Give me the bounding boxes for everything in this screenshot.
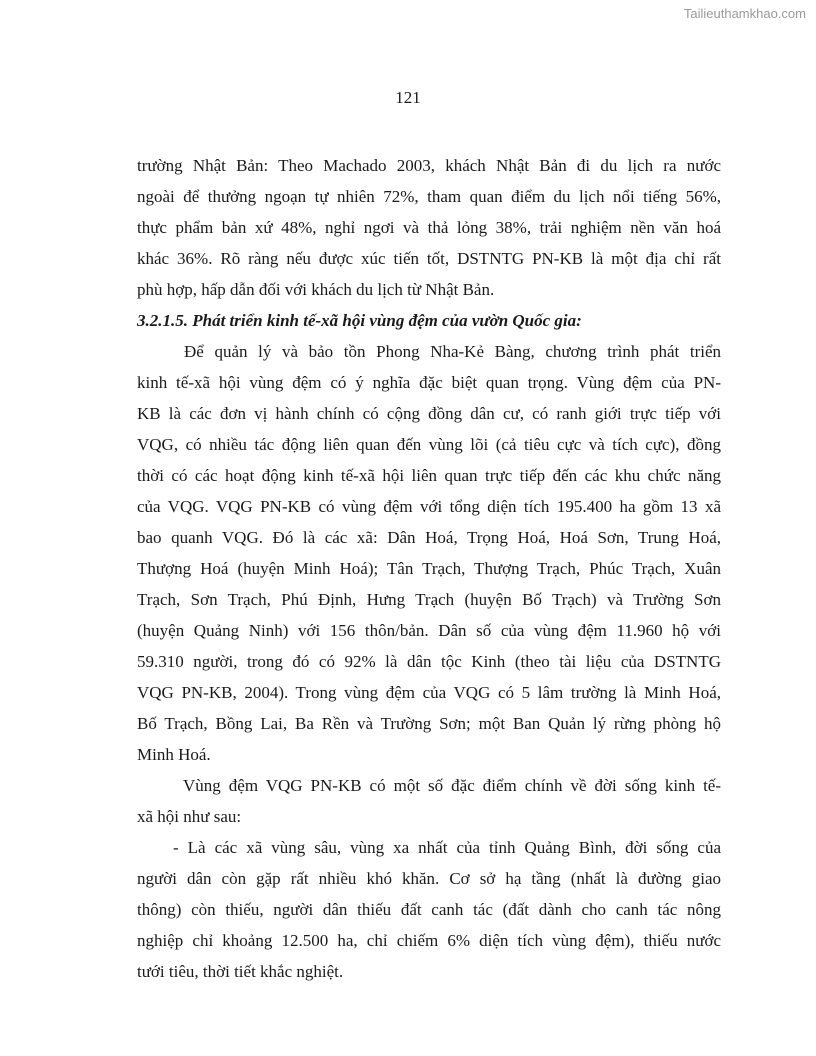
text-line: KB là các đơn vị hành chính có cộng đồng dân cư, có ranh giới trực tiếp với — [137, 404, 721, 423]
text-line: Vùng đệm VQG PN-KB có một số đặc điểm chính về đời sống kinh tế- — [183, 776, 721, 795]
watermark: Tailieuthamkhao.com — [683, 6, 806, 21]
page-number: 121 — [395, 88, 421, 107]
text-line: thông) còn thiếu, người dân thiếu đất canh tác (đất dành cho canh tác nông — [137, 900, 721, 919]
body-text — [137, 150, 721, 987]
text-line: xã hội như sau: — [137, 807, 242, 826]
text-line: Bố Trạch, Bồng Lai, Ba Rền và Trường Sơn; một Ban Quản lý rừng phòng hộ — [137, 714, 721, 733]
text-line: Để quản lý và bảo tồn Phong Nha-Kẻ Bàng, chương trình phát triển — [184, 342, 721, 361]
text-line: VQG PN-KB, 2004). Trong vùng đệm của VQG có 5 lâm trường là Minh Hoá, — [137, 683, 721, 702]
text-line: khác 36%. Rõ ràng nếu được xúc tiến tốt, DSTNTG PN-KB là một địa chỉ rất — [137, 249, 721, 268]
text-line: 59.310 người, trong đó có 92% là dân tộc Kinh (theo tài liệu của DSTNTG — [137, 652, 721, 671]
text-line: Minh Hoá. — [137, 745, 211, 764]
text-line: phù hợp, hấp dẫn đối với khách du lịch từ Nhật Bản. — [137, 280, 495, 299]
text-line: nghiệp chỉ khoảng 12.500 ha, chỉ chiếm 6% diện tích vùng đệm), thiếu nước — [137, 931, 721, 950]
text-line: kinh tế-xã hội vùng đệm có ý nghĩa đặc biệt quan trọng. Vùng đệm của PN- — [137, 373, 721, 392]
text-line: Trạch, Sơn Trạch, Phú Định, Hưng Trạch (huyện Bố Trạch) và Trường Sơn — [137, 590, 721, 609]
text-line: người dân còn gặp rất nhiều khó khăn. Cơ sở hạ tầng (nhất là đường giao — [137, 869, 721, 888]
text-line: (huyện Quảng Ninh) với 156 thôn/bản. Dân số của vùng đệm 11.960 hộ với — [137, 621, 721, 640]
text-line: bao quanh VQG. Đó là các xã: Dân Hoá, Trọng Hoá, Hoá Sơn, Trung Hoá, — [137, 528, 721, 547]
text-line: trường Nhật Bản: Theo Machado 2003, khách Nhật Bản đi du lịch ra nước — [137, 156, 721, 175]
text-line: thời có các hoạt động kinh tế-xã hội liên quan trực tiếp đến các khu chức năng — [137, 466, 721, 485]
text-line: của VQG. VQG PN-KB có vùng đệm với tổng diện tích 195.400 ha gồm 13 xã — [137, 497, 721, 516]
section-heading: 3.2.1.5. Phát triển kinh tế-xã hội vùng đệm của vườn Quốc gia: — [137, 311, 582, 330]
text-line: VQG, có nhiều tác động liên quan đến vùng lõi (cả tiêu cực và tích cực), đồng — [137, 435, 721, 454]
text-line: Thượng Hoá (huyện Minh Hoá); Tân Trạch, Thượng Trạch, Phúc Trạch, Xuân — [137, 559, 721, 578]
text-line: ngoài để thưởng ngoạn tự nhiên 72%, tham quan điểm du lịch nổi tiếng 56%, — [137, 187, 721, 206]
text-line: thực phẩm bản xứ 48%, nghỉ ngơi và thả lỏng 38%, trải nghiệm nền văn hoá — [137, 218, 721, 237]
list-item: - Là các xã vùng sâu, vùng xa nhất của tỉnh Quảng Bình, đời sống của — [173, 838, 721, 857]
text-line: tưới tiêu, thời tiết khắc nghiệt. — [137, 962, 344, 981]
